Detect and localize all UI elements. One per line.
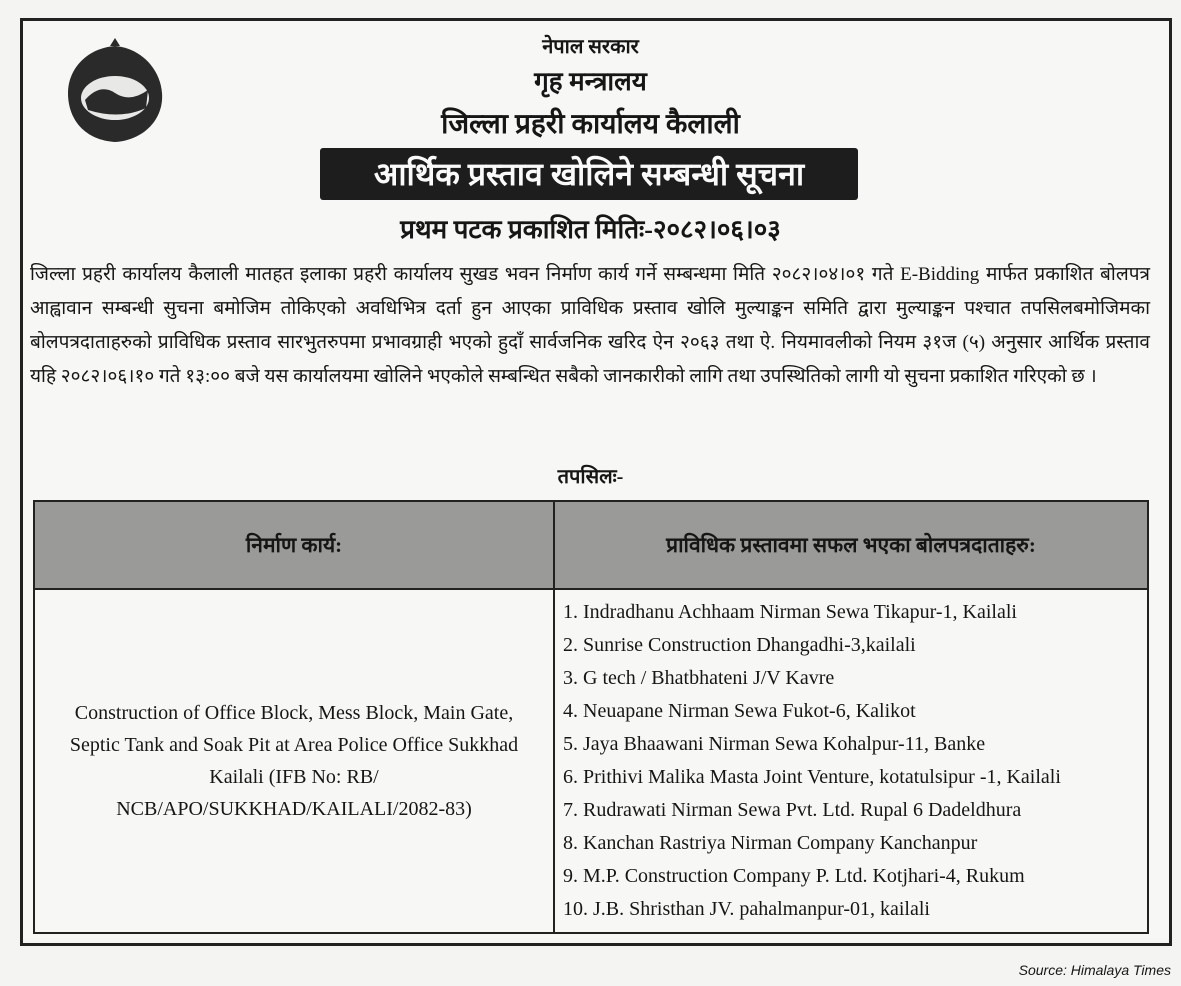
notice-title: आर्थिक प्रस्ताव खोलिने सम्बन्धी सूचना xyxy=(320,148,858,200)
header-work: निर्माण कार्य: xyxy=(34,501,554,589)
details-heading: तपसिलः- xyxy=(557,466,624,488)
source-credit: Source: Himalaya Times xyxy=(1018,962,1171,978)
office-label: जिल्ला प्रहरी कार्यालय कैलाली xyxy=(441,109,740,140)
list-item: 6. Prithivi Malika Masta Joint Venture, kotatulsipur -1, Kailali xyxy=(563,766,1061,788)
bidder-list xyxy=(554,589,1148,933)
notice-body: जिल्ला प्रहरी कार्यालय कैलाली मातहत इलाका प्रहरी कार्यालय सुखड भवन निर्माण कार्य गर्ने सम्बन्धमा मिति २०८२।०४।०१ गते E-Bidding मार्फत प्रकाशित बोलपत्र आह्वावान सम्बन्धी सुचना बमोजिम तोकिएको अवधिभित्र दर्ता हुन आएका प्राविधिक प्रस्ताव खोलि मुल्याङ्कन समिति द्वारा मुल्याङ्कन पश्चात तपसिलबमोजिमका बोलपत्रदाताहरुको प्राविधिक प्रस्ताव सारभुतरुपमा प्रभावग्राही भएको हुदाँ सार्वजनिक खरिद ऐन २०६३ तथा ऐ. नियमावलीको नियम ३१ज (५) अनुसार आर्थिक प्रस्ताव यहि २०८२।०६।१० गते १३:०० बजे यस कार्यालयमा खोलिने भएकोले सम्बन्धित सबैको जानकारीको लागि तथा उपस्थितिको लागी यो सुचना प्रकाशित गरिएको छ । xyxy=(30,264,1150,387)
list-item: 9. M.P. Construction Company P. Ltd. Kotjhari-4, Rukum xyxy=(563,865,1025,887)
government-label: नेपाल सरकार xyxy=(542,36,639,58)
list-item: 8. Kanchan Rastriya Nirman Company Kanchanpur xyxy=(563,832,978,854)
list-item: 10. J.B. Shristhan JV. pahalmanpur-01, kailali xyxy=(563,898,930,920)
ministry-label: गृह मन्त्रालय xyxy=(534,67,647,96)
table-header-row xyxy=(34,501,1148,589)
publish-date: प्रथम पटक प्रकाशित मितिः-२०८२।०६।०३ xyxy=(400,215,781,244)
list-item: 5. Jaya Bhaawani Nirman Sewa Kohalpur-11, Banke xyxy=(563,733,986,755)
list-item: 3. G tech / Bhatbhateni J/V Kavre xyxy=(563,667,835,689)
work-description: Construction of Office Block, Mess Block, Main Gate, Septic Tank and Soak Pit at Area Police Office Sukkhad Kailali (IFB No: RB/ NCB/APO/SUKKHAD/KAILALI/2082-83) xyxy=(34,589,554,933)
header-bidders: प्राविधिक प्रस्तावमा सफल भएका बोलपत्रदाताहरु: xyxy=(554,501,1148,589)
table-row xyxy=(34,589,1148,933)
list-item: 2. Sunrise Construction Dhangadhi-3,kailali xyxy=(563,634,916,656)
list-item: 4. Neuapane Nirman Sewa Fukot-6, Kalikot xyxy=(563,700,916,722)
list-item: 7. Rudrawati Nirman Sewa Pvt. Ltd. Rupal 6 Dadeldhura xyxy=(563,799,1022,821)
bidders-table xyxy=(33,500,1149,934)
list-item: 1. Indradhanu Achhaam Nirman Sewa Tikapur-1, Kailali xyxy=(563,601,1017,623)
